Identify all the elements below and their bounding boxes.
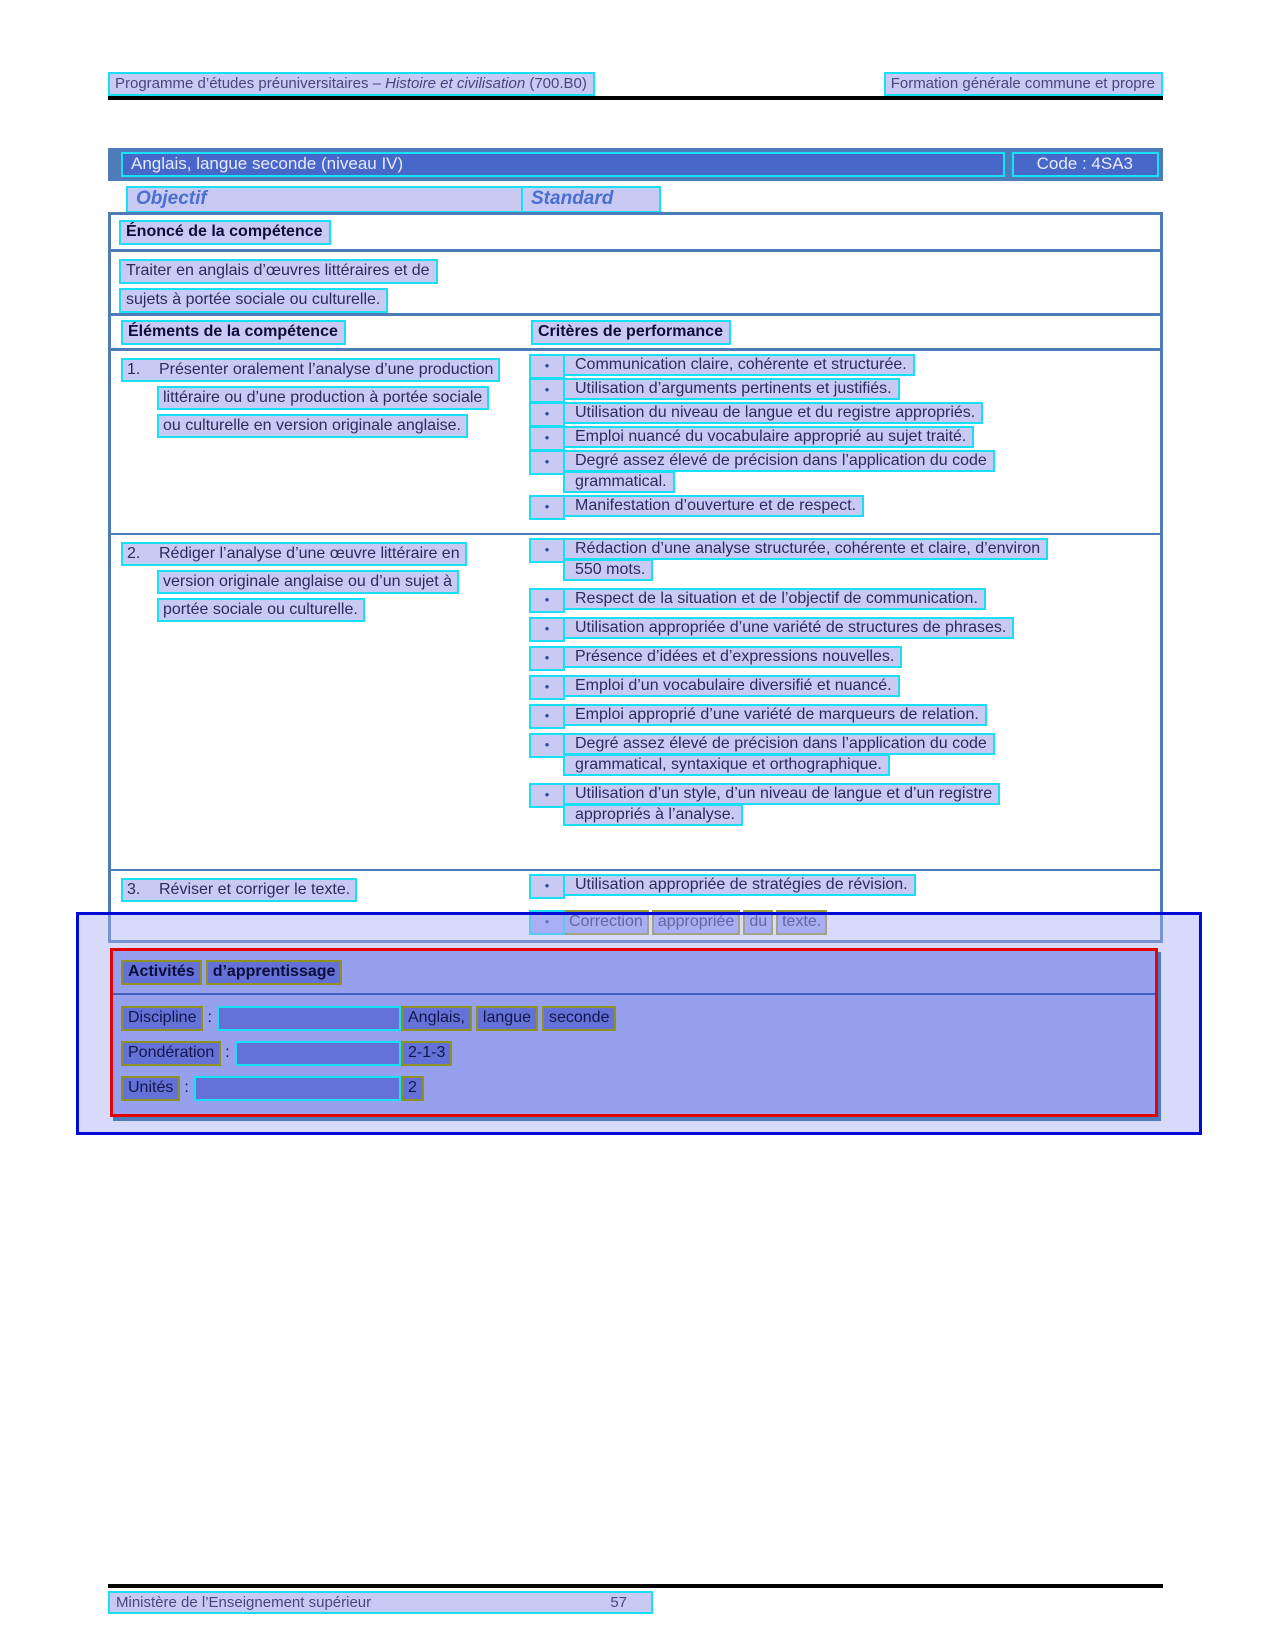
activites-row-discipline bbox=[121, 1006, 1147, 1030]
standard-label: Standard bbox=[523, 186, 661, 213]
table-row bbox=[111, 535, 1160, 871]
bullet-icon: • bbox=[529, 538, 565, 563]
bullet-icon: • bbox=[529, 402, 565, 427]
colon: : bbox=[207, 1009, 212, 1026]
objectif-label: Objectif bbox=[126, 186, 523, 213]
activites-row-ponderation bbox=[121, 1041, 1147, 1065]
unites-value: 2 bbox=[401, 1076, 424, 1101]
element-item bbox=[121, 540, 501, 624]
running-header bbox=[108, 72, 1163, 96]
bullet-icon: • bbox=[529, 450, 565, 475]
header-right: Formation générale commune et propre bbox=[884, 72, 1163, 96]
word-box: du bbox=[743, 910, 773, 935]
col-criteres-header: Critères de performance bbox=[523, 320, 1160, 345]
criteria-list bbox=[529, 354, 1068, 516]
course-code: Code : 4SA3 bbox=[1012, 152, 1159, 177]
activites-box bbox=[110, 948, 1158, 1117]
criterion: • Rédaction d’une analyse structurée, cohérente et claire, d’environ 550 mots. bbox=[529, 538, 1068, 580]
bullet-icon: • bbox=[529, 426, 565, 451]
enonce-heading: Énoncé de la compétence bbox=[119, 220, 331, 245]
bullet-icon: • bbox=[529, 617, 565, 642]
bullet-icon: • bbox=[529, 874, 565, 899]
bullet-icon: • bbox=[529, 704, 565, 729]
table-row bbox=[111, 351, 1160, 535]
enonce-line: sujets à portée sociale ou culturelle. bbox=[119, 288, 1152, 313]
criterion: • Degré assez élevé de précision dans l’application du code grammatical, syntaxique et orthographique. bbox=[529, 733, 1068, 775]
activites-body bbox=[113, 995, 1155, 1114]
tab-highlight-box bbox=[194, 1076, 401, 1101]
element-text: Réviser et corriger le texte. bbox=[159, 881, 351, 898]
running-footer bbox=[108, 1591, 653, 1614]
enonce-heading-row bbox=[111, 215, 1160, 252]
enonce-table bbox=[108, 212, 1163, 329]
element-text: Présenter oralement l’analyse d’une production littéraire ou d’une production à portée sociale ou culturelle en version originale anglaise. bbox=[159, 361, 494, 434]
criterion: • Respect de la situation et de l’objectif de communication. bbox=[529, 588, 1068, 609]
bullet-icon: • bbox=[529, 495, 565, 520]
criterion bbox=[529, 910, 1068, 935]
competence-table bbox=[108, 313, 1163, 943]
element-text: Rédiger l’analyse d’une œuvre littéraire en version originale anglaise ou d’un sujet à portée sociale ou culturelle. bbox=[159, 545, 460, 618]
word-box: appropriée bbox=[652, 910, 741, 935]
element-cell bbox=[111, 351, 523, 533]
colon: : bbox=[184, 1079, 189, 1096]
criterion: • Manifestation d’ouverture et de respect. bbox=[529, 495, 1068, 516]
activites-heading-row bbox=[113, 951, 1155, 995]
activites-row-unites bbox=[121, 1076, 1147, 1100]
discipline-value-word: seconde bbox=[542, 1006, 617, 1031]
element-number: 1. bbox=[127, 361, 141, 378]
criterion: • Degré assez élevé de précision dans l’application du code grammatical. bbox=[529, 450, 1068, 492]
word-box: texte. bbox=[776, 910, 827, 935]
footer-rule bbox=[108, 1584, 1163, 1588]
bullet-icon: • bbox=[529, 675, 565, 700]
criterion: • Utilisation du niveau de langue et du registre appropriés. bbox=[529, 402, 1068, 423]
criterion: • Emploi nuancé du vocabulaire approprié au sujet traité. bbox=[529, 426, 1068, 447]
bullet-icon: • bbox=[529, 378, 565, 403]
table-row bbox=[111, 871, 1160, 940]
header-left bbox=[108, 72, 595, 96]
element-item bbox=[121, 356, 501, 440]
criterion: • Utilisation appropriée d’une variété de structures de phrases. bbox=[529, 617, 1068, 638]
course-title-bar bbox=[108, 148, 1163, 181]
ponderation-value: 2-1-3 bbox=[401, 1041, 452, 1066]
ponderation-label: Pondération bbox=[121, 1041, 221, 1066]
element-number: 2. bbox=[127, 545, 141, 562]
criterion: • Communication claire, cohérente et structurée. bbox=[529, 354, 1068, 375]
bullet-icon: • bbox=[529, 733, 565, 758]
bullet-icon: • bbox=[529, 910, 565, 935]
criteria-list bbox=[529, 538, 1068, 825]
criterion: • Utilisation appropriée de stratégies de révision. bbox=[529, 874, 1068, 895]
bullet-icon: • bbox=[529, 783, 565, 808]
colon: : bbox=[225, 1044, 230, 1061]
criteria-cell bbox=[523, 351, 1068, 533]
criterion: • Emploi d’un vocabulaire diversifié et nuancé. bbox=[529, 675, 1068, 696]
criteria-cell bbox=[523, 871, 1068, 940]
criterion: • Utilisation d’arguments pertinents et justifiés. bbox=[529, 378, 1068, 399]
criterion: • Utilisation d’un style, d’un niveau de langue et d’un registre appropriés à l’analyse. bbox=[529, 783, 1068, 825]
col-elements-header: Éléments de la compétence bbox=[111, 320, 523, 345]
bullet-icon: • bbox=[529, 588, 565, 613]
header-left-italic: Histoire et civilisation bbox=[385, 75, 526, 92]
criterion: • Emploi approprié d’une variété de marqueurs de relation. bbox=[529, 704, 1068, 725]
unites-label: Unités bbox=[121, 1076, 180, 1101]
word-box: Correction bbox=[563, 910, 649, 935]
page-number: 57 bbox=[610, 1594, 627, 1611]
element-item bbox=[121, 876, 501, 904]
bullet-icon: • bbox=[529, 354, 565, 379]
activites-heading-word: d’apprentissage bbox=[206, 960, 343, 985]
criteria-list bbox=[529, 874, 1068, 935]
criteria-cell bbox=[523, 535, 1068, 869]
criterion: • Présence d’idées et d’expressions nouvelles. bbox=[529, 646, 1068, 667]
element-cell bbox=[111, 871, 523, 940]
activites-heading-word: Activités bbox=[121, 960, 202, 985]
element-cell bbox=[111, 535, 523, 869]
objectif-standard-row bbox=[126, 186, 661, 213]
course-title: Anglais, langue seconde (niveau IV) bbox=[121, 152, 1005, 177]
element-number: 3. bbox=[127, 881, 141, 898]
discipline-value-word: langue bbox=[476, 1006, 538, 1031]
footer-left: Ministère de l’Enseignement supérieur bbox=[116, 1594, 372, 1611]
enonce-line: Traiter en anglais d’œuvres littéraires et de bbox=[119, 259, 1152, 284]
header-rule bbox=[108, 96, 1163, 100]
tab-highlight-box bbox=[217, 1006, 401, 1031]
bullet-icon: • bbox=[529, 646, 565, 671]
discipline-value-word: Anglais, bbox=[401, 1006, 472, 1031]
tab-highlight-box bbox=[235, 1041, 401, 1066]
header-left-suffix: (700.B0) bbox=[525, 75, 587, 92]
competence-table-header bbox=[111, 316, 1160, 351]
discipline-label: Discipline bbox=[121, 1006, 203, 1031]
header-left-prefix: Programme d’études préuniversitaires – bbox=[115, 75, 386, 92]
